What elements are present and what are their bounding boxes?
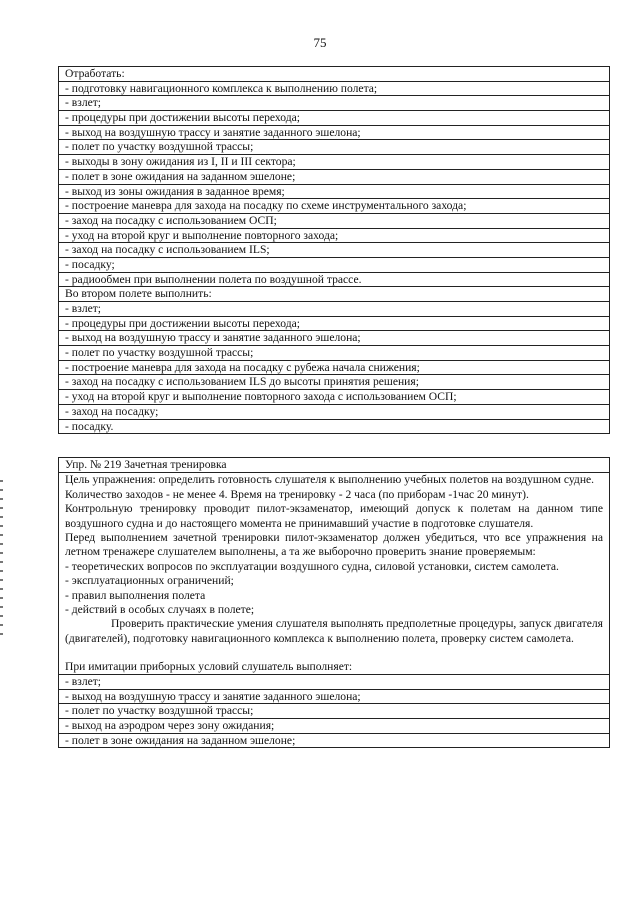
list-line: - заход на посадку; bbox=[59, 405, 609, 420]
list-line: - полет по участку воздушной трассы; bbox=[59, 346, 609, 361]
list-line: Отработать: bbox=[59, 67, 609, 82]
list-line: - уход на второй круг и выполнение повторного захода с использованием ОСП; bbox=[59, 390, 609, 405]
list-line: - радиообмен при выполнении полета по воздушной трассе. bbox=[59, 273, 609, 288]
exercise-header: Упр. № 219 Зачетная тренировка bbox=[59, 458, 609, 473]
check-item: - теоретических вопросов по эксплуатации воздушного судна, силовой установки, систем самолета. bbox=[65, 559, 559, 573]
list-line: - посадку. bbox=[65, 419, 114, 433]
exercise-list-box bbox=[58, 66, 610, 434]
list-line: Во втором полете выполнить: bbox=[59, 287, 609, 302]
list-line: - процедуры при достижении высоты перехода; bbox=[59, 317, 609, 332]
spacer bbox=[59, 646, 609, 660]
list-line: - заход на посадку с использованием ILS; bbox=[59, 243, 609, 258]
imitation-item: - полет в зоне ожидания на заданном эшелоне; bbox=[65, 733, 296, 747]
imitation-title: При имитации приборных условий слушатель выполняет: bbox=[59, 660, 609, 675]
list-line: - полет в зоне ожидания на заданном эшелоне; bbox=[59, 170, 609, 185]
exercise-control: Контрольную тренировку проводит пилот-экзаменатор, имеющий допуск к полетам на данном типе воздушного судна и до настоящего момента не принимавший участие в подготовке слушателя. bbox=[65, 502, 603, 530]
list-line: - подготовку навигационного комплекса к выполнению полета; bbox=[59, 82, 609, 97]
check-item: - эксплуатационных ограничений; bbox=[65, 574, 234, 588]
exercise-before: Перед выполнением зачетной тренировки пилот-экзаменатор должен убедиться, что все упражнения на летном тренажере слушателем выполнены, а та же выборочно проверить знание проверяемым: bbox=[65, 531, 603, 559]
exercise-219-box bbox=[58, 457, 610, 748]
exercise-count: Количество заходов - не менее 4. Время на тренировку - 2 часа (по приборам -1час 20 минут). bbox=[65, 487, 529, 501]
list-line: - выход из зоны ожидания в заданное время; bbox=[59, 185, 609, 200]
list-line: - выход на воздушную трассу и занятие заданного эшелона; bbox=[59, 126, 609, 141]
check-item: - действий в особых случаях в полете; bbox=[65, 603, 255, 617]
list-line: - заход на посадку с использованием ILS до высоты принятия решения; bbox=[59, 375, 609, 390]
list-line: - заход на посадку с использованием ОСП; bbox=[59, 214, 609, 229]
list-line: - полет по участку воздушной трассы; bbox=[59, 140, 609, 155]
imitation-item: - выход на воздушную трассу и занятие заданного эшелона; bbox=[59, 690, 609, 705]
list-line: - взлет; bbox=[59, 302, 609, 317]
scan-edge-marks bbox=[0, 480, 3, 640]
list-line: - процедуры при достижении высоты перехода; bbox=[59, 111, 609, 126]
list-line: - построение маневра для захода на посадку по схеме инструментального захода; bbox=[59, 199, 609, 214]
page-number: 75 bbox=[313, 35, 327, 50]
list-line: - посадку; bbox=[59, 258, 609, 273]
list-line: - выходы в зону ожидания из I, II и III сектора; bbox=[59, 155, 609, 170]
imitation-item: - выход на аэродром через зону ожидания; bbox=[59, 719, 609, 734]
practical-check: Проверить практические умения слушателя выполнять предполетные процедуры, запуск двигателя (двигателей), подготовку навигационного комплекса к выполнению полета, проверку систем самолета. bbox=[65, 617, 603, 645]
list-line: - взлет; bbox=[59, 96, 609, 111]
list-line: - выход на воздушную трассу и занятие заданного эшелона; bbox=[59, 331, 609, 346]
list-line: - построение маневра для захода на посадку с рубежа начала снижения; bbox=[59, 361, 609, 376]
exercise-goal: Цель упражнения: определить готовность слушателя к выполнению учебных полетов на воздушном судне. bbox=[65, 473, 595, 487]
list-line: - уход на второй круг и выполнение повторного захода; bbox=[59, 229, 609, 244]
check-item: - правил выполнения полета bbox=[65, 588, 206, 602]
imitation-item: - полет по участку воздушной трассы; bbox=[59, 704, 609, 719]
imitation-item: - взлет; bbox=[59, 675, 609, 690]
